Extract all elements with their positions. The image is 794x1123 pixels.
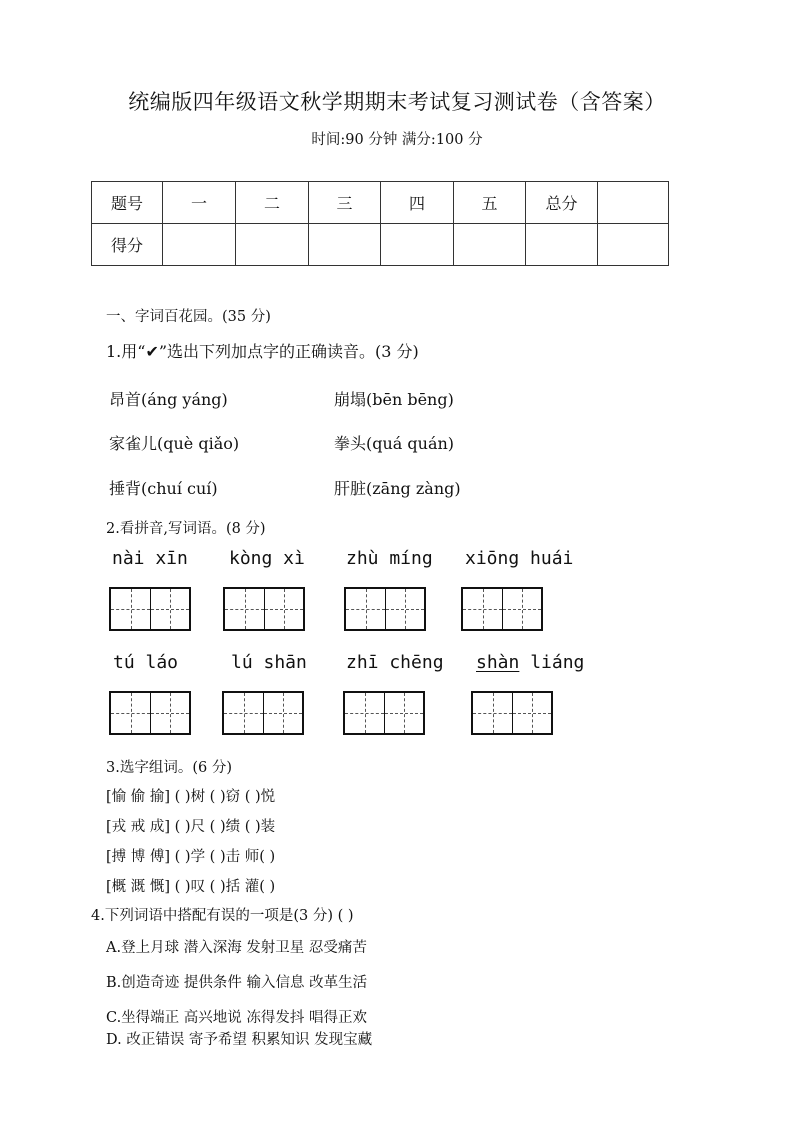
table-cell: 一 xyxy=(163,182,236,224)
answer-option-a[interactable]: A.登上月球 潜入深海 发射卫星 忍受痛苦 xyxy=(106,940,367,956)
score-table xyxy=(91,181,669,266)
pinyin-label xyxy=(476,652,584,673)
table-row xyxy=(92,224,669,266)
pronunciation-item[interactable]: 肝脏(zāng zàng) xyxy=(334,479,461,498)
score-input-cell[interactable] xyxy=(163,224,236,266)
score-input-cell[interactable] xyxy=(236,224,309,266)
score-input-cell[interactable] xyxy=(309,224,381,266)
pinyin-label: zhù míng xyxy=(346,548,433,569)
score-input-cell[interactable] xyxy=(526,224,598,266)
score-input-cell[interactable] xyxy=(381,224,454,266)
pronunciation-item[interactable]: 拳头(quá quán) xyxy=(334,434,455,453)
question-2-prompt: 2.看拼音,写词语。(8 分) xyxy=(106,521,266,537)
question-1-prompt: 1.用“✔”选出下列加点字的正确读音。(3 分) xyxy=(106,342,419,361)
word-choice-row[interactable]: [搏 博 傅] ( )学 ( )击 师( ) xyxy=(106,849,276,865)
score-input-cell[interactable] xyxy=(454,224,526,266)
pinyin-underlined: shàn xyxy=(476,652,520,673)
pronunciation-item[interactable]: 昂首(áng yáng) xyxy=(109,390,228,409)
score-input-cell[interactable] xyxy=(598,224,669,266)
answer-option-c[interactable]: C.坐得端正 高兴地说 冻得发抖 唱得正欢 xyxy=(106,1010,368,1026)
table-row xyxy=(92,182,669,224)
answer-option-b[interactable]: B.创造奇迹 提供条件 输入信息 改革生活 xyxy=(106,975,368,991)
writing-grid[interactable] xyxy=(223,587,305,631)
table-cell: 三 xyxy=(309,182,381,224)
pinyin-label: nài xīn xyxy=(112,548,188,569)
exam-info: 时间:90 分钟 满分:100 分 xyxy=(311,132,483,148)
writing-grid[interactable] xyxy=(222,691,304,735)
table-cell: 总分 xyxy=(526,182,598,224)
pinyin-label: kòng xì xyxy=(229,548,305,569)
pinyin-label: lú shān xyxy=(231,652,307,673)
answer-option-d[interactable]: D. 改正错误 寄予希望 积累知识 发现宝藏 xyxy=(106,1032,373,1048)
table-cell: 得分 xyxy=(92,224,163,266)
pinyin-label: zhī chēng xyxy=(346,652,444,673)
writing-grid[interactable] xyxy=(343,691,425,735)
writing-grid[interactable] xyxy=(344,587,426,631)
table-cell: 二 xyxy=(236,182,309,224)
table-cell: 四 xyxy=(381,182,454,224)
table-cell: 五 xyxy=(454,182,526,224)
writing-grid[interactable] xyxy=(109,587,191,631)
writing-grid[interactable] xyxy=(461,587,543,631)
writing-grid[interactable] xyxy=(471,691,553,735)
word-choice-row[interactable]: [概 溉 慨] ( )叹 ( )括 灌( ) xyxy=(106,879,276,895)
writing-grid[interactable] xyxy=(109,691,191,735)
section-heading: 一、字词百花园。(35 分) xyxy=(106,309,271,325)
question-3-prompt: 3.选字组词。(6 分) xyxy=(106,760,232,776)
table-cell xyxy=(598,182,669,224)
word-choice-row[interactable]: [戎 戒 成] ( )尺 ( )绩 ( )装 xyxy=(106,819,276,835)
pinyin-syllable: liáng xyxy=(530,652,585,673)
pinyin-label: xiōng huái xyxy=(465,548,574,569)
pronunciation-item[interactable]: 家雀儿(què qiǎo) xyxy=(109,434,240,453)
word-choice-row[interactable]: [愉 偷 揄] ( )树 ( )窃 ( )悦 xyxy=(106,789,276,805)
pronunciation-item[interactable]: 捶背(chuí cuí) xyxy=(109,479,218,498)
table-cell: 题号 xyxy=(92,182,163,224)
pronunciation-item[interactable]: 崩塌(bēn bēng) xyxy=(334,390,454,409)
page-title: 统编版四年级语文秋学期期末考试复习测试卷（含答案） xyxy=(128,90,666,114)
pinyin-label: tú láo xyxy=(113,652,179,673)
question-4-prompt: 4.下列词语中搭配有误的一项是(3 分) ( ) xyxy=(91,908,354,924)
